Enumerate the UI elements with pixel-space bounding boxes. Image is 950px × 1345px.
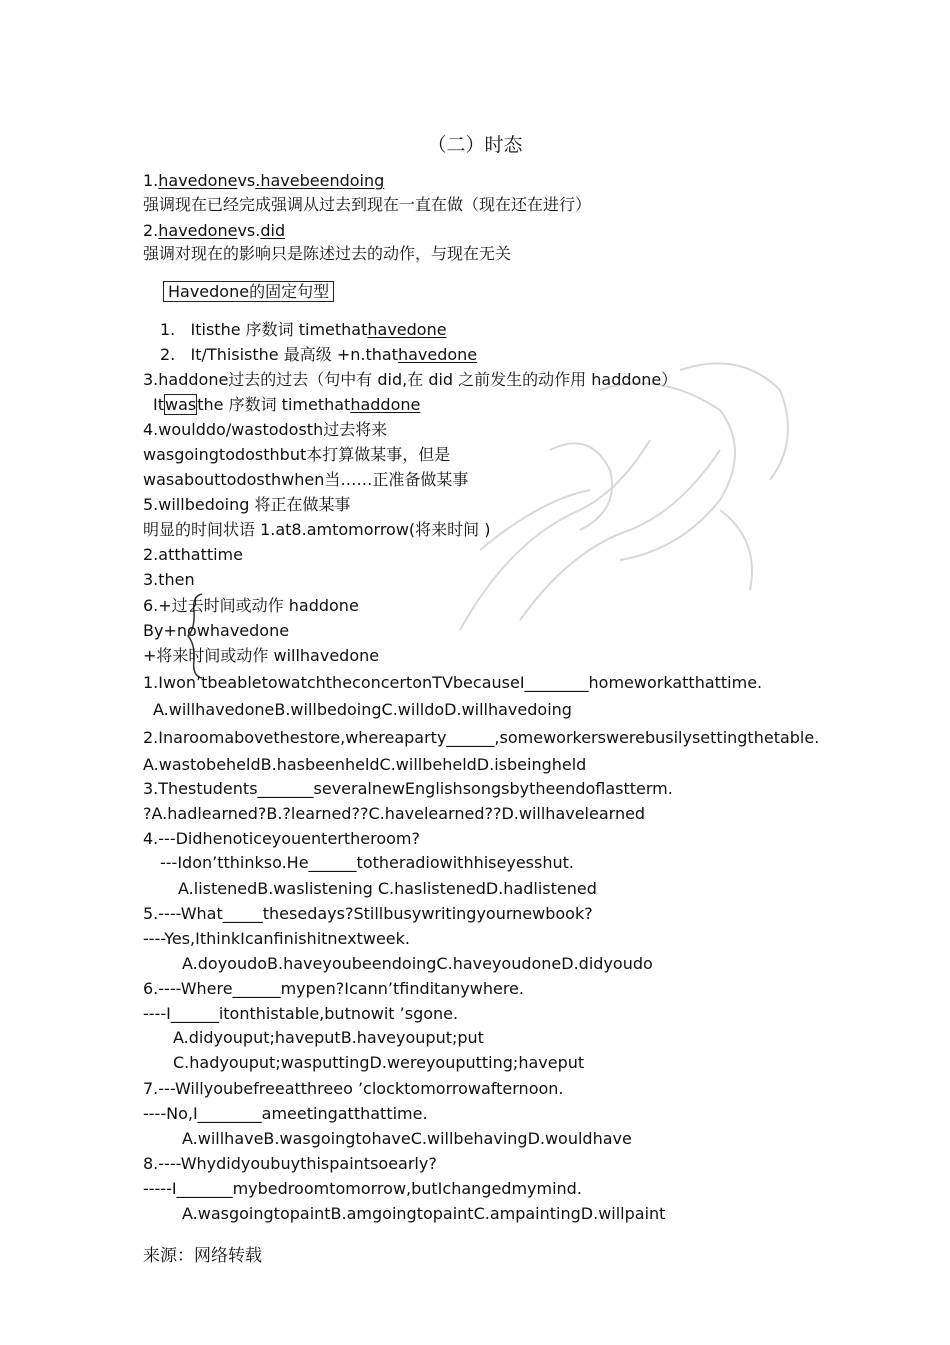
question-line: 6.----Where______mypen?Icann’tfinditanywhere. — [143, 979, 524, 998]
question-line: ----I______itonthistable,butnowit ’sgone. — [143, 1004, 459, 1023]
section4-line: 4.woulddo/wastodosth过去将来 — [143, 420, 388, 439]
question-options: A.wastobeheldB.hasbeenheldC.willbeheldD.isbeingheld — [143, 755, 587, 774]
question-options: A.didyouput;haveputB.haveyouput;put — [173, 1028, 484, 1047]
section1-description: 强调现在已经完成强调从过去到现在一直在做（现在还在进行） — [143, 195, 592, 214]
question-line: ---Idon’tthinkso.He______totheradiowithhiseyesshut. — [160, 853, 574, 872]
question-line: 3.Thestudents_______severalnewEnglishsongsbytheendoflastterm. — [143, 779, 673, 798]
section3-example: Itwasthe 序数词 timethathaddone — [153, 395, 421, 414]
question-line: 5.----What_____thesedays?Stillbusywritingyournewbook? — [143, 904, 593, 923]
section5-line: 明显的时间状语 1.at8.amtomorrow(将来时间 ) — [143, 520, 491, 539]
section5-line: 3.then — [143, 570, 195, 589]
question-options: A.willhaveB.wasgoingtohaveC.willbehavingD.wouldhave — [182, 1129, 632, 1148]
fixed-pattern-box: Havedone的固定句型 — [163, 282, 334, 302]
question-line: ----Yes,IthinkIcanfinishitnextweek. — [143, 929, 410, 948]
question-line: 4.---Didhenoticeyouentertheroom? — [143, 829, 420, 848]
section4-line: wasgoingtodosthbut本打算做某事，但是 — [143, 445, 451, 464]
section2-heading: 2.havedonevs.did — [143, 221, 286, 240]
question-line: 8.----Whydidyoubuythispaintsoearly? — [143, 1154, 437, 1173]
section2-description: 强调对现在的影响只是陈述过去的动作，与现在无关 — [143, 244, 512, 263]
question-line: 2.Inaroomabovethestore,whereaparty______,someworkerswerebusilysettingthetable. — [143, 728, 820, 747]
question-line: 1.Iwon’tbeabletowatchtheconcertonTVbecauseI________homeworkatthattime. — [143, 673, 763, 692]
question-line: ----No,I________ameetingatthattime. — [143, 1104, 428, 1123]
page-title: （二）时态 — [427, 134, 523, 156]
question-options: ?A.hadlearned?B.?learned??C.havelearned??D.willhavelearned — [143, 804, 646, 823]
section6-line: 6.+过去时间或动作 haddone — [143, 596, 359, 615]
fixed-pattern-item: 1. Itisthe 序数词 timethathavedone — [160, 320, 447, 339]
question-options: A.doyoudoB.haveyoubeendoingC.haveyoudoneD.didyoudo — [182, 954, 653, 973]
question-options: A.listenedB.waslistening C.haslistenedD.hadlistened — [178, 879, 597, 898]
section1-heading: 1.havedonevs.havebeendoing — [143, 171, 385, 190]
section6-line: +将来时间或动作 willhavedone — [143, 646, 380, 665]
section6-line: By+nowhavedone — [143, 621, 290, 640]
question-options: A.wasgoingtopaintB.amgoingtopaintC.ampaintingD.willpaint — [182, 1204, 666, 1223]
section5-line: 5.willbedoing 将正在做某事 — [143, 495, 351, 514]
section4-line: wasabouttodosthwhen当……正准备做某事 — [143, 470, 469, 489]
fixed-pattern-item: 2. It/Thisisthe 最高级 +n.thathavedone — [160, 345, 478, 364]
question-options: C.hadyouput;wasputtingD.wereyouputting;haveput — [173, 1053, 585, 1072]
section5-line: 2.atthattime — [143, 545, 243, 564]
question-line: 7.---Willyoubefreeatthreeo ’clocktomorrowafternoon. — [143, 1079, 564, 1098]
source-note: 来源：网络转载 — [143, 1246, 262, 1266]
section3-heading: 3.haddone过去的过去（句中有 did,在 did 之前发生的动作用 haddone） — [143, 370, 678, 389]
question-line: -----I_______mybedroomtomorrow,butIchangedmymind. — [143, 1179, 582, 1198]
question-options: A.willhavedoneB.willbedoingC.willdoD.willhavedoing — [153, 700, 572, 719]
